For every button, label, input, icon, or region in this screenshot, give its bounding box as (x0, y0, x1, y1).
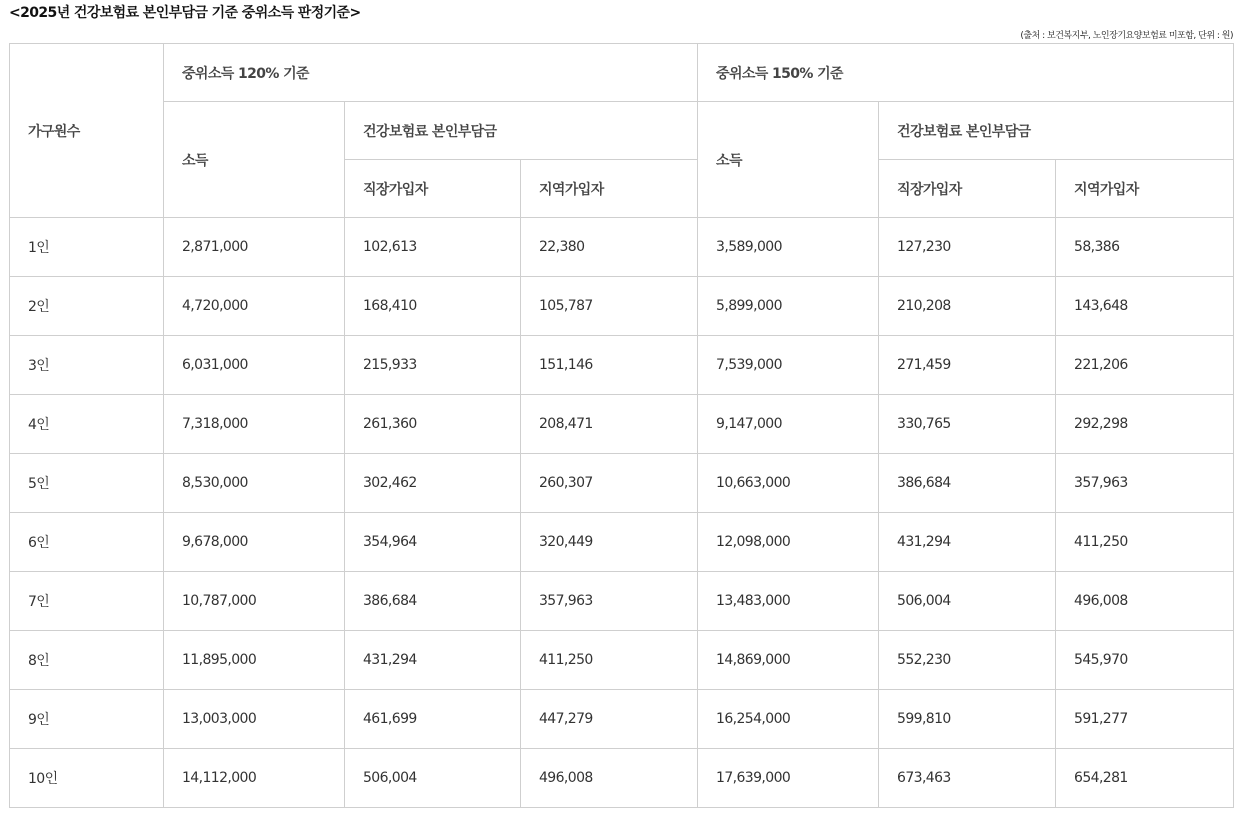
header-employee-150: 직장가입자 (879, 160, 1056, 218)
table-row (10, 513, 1234, 572)
cell-employee-120: 302,462 (345, 454, 521, 513)
cell-employee-150: 210,208 (879, 277, 1056, 336)
header-group-150: 중위소득 150% 기준 (698, 44, 1234, 102)
cell-income-120: 10,787,000 (164, 572, 345, 631)
header-regional-120: 지역가입자 (521, 160, 698, 218)
cell-income-150: 16,254,000 (698, 690, 879, 749)
cell-regional-120: 411,250 (521, 631, 698, 690)
cell-income-120: 13,003,000 (164, 690, 345, 749)
cell-employee-120: 431,294 (345, 631, 521, 690)
cell-employee-150: 127,230 (879, 218, 1056, 277)
table-row (10, 631, 1234, 690)
table-row (10, 218, 1234, 277)
cell-regional-150: 292,298 (1056, 395, 1234, 454)
cell-regional-150: 591,277 (1056, 690, 1234, 749)
header-premium-150: 건강보험료 본인부담금 (879, 102, 1234, 160)
cell-employee-150: 673,463 (879, 749, 1056, 808)
table-body (10, 218, 1234, 808)
cell-regional-150: 545,970 (1056, 631, 1234, 690)
cell-employee-150: 330,765 (879, 395, 1056, 454)
cell-employee-150: 599,810 (879, 690, 1056, 749)
cell-income-150: 14,869,000 (698, 631, 879, 690)
cell-employee-120: 168,410 (345, 277, 521, 336)
cell-income-120: 2,871,000 (164, 218, 345, 277)
cell-regional-120: 260,307 (521, 454, 698, 513)
cell-employee-150: 506,004 (879, 572, 1056, 631)
cell-household: 9인 (10, 690, 164, 749)
page-title: <2025년 건강보험료 본인부담금 기준 중위소득 판정기준> (9, 5, 361, 21)
cell-regional-150: 411,250 (1056, 513, 1234, 572)
cell-regional-120: 151,146 (521, 336, 698, 395)
cell-employee-150: 386,684 (879, 454, 1056, 513)
cell-regional-150: 357,963 (1056, 454, 1234, 513)
cell-employee-150: 552,230 (879, 631, 1056, 690)
cell-employee-120: 215,933 (345, 336, 521, 395)
cell-income-120: 8,530,000 (164, 454, 345, 513)
cell-household: 7인 (10, 572, 164, 631)
cell-income-120: 11,895,000 (164, 631, 345, 690)
header-income-120: 소득 (164, 102, 345, 218)
cell-regional-120: 357,963 (521, 572, 698, 631)
header-row (10, 102, 1234, 160)
cell-employee-120: 261,360 (345, 395, 521, 454)
header-employee-120: 직장가입자 (345, 160, 521, 218)
cell-income-150: 12,098,000 (698, 513, 879, 572)
table-row (10, 690, 1234, 749)
cell-household: 1인 (10, 218, 164, 277)
table-row (10, 454, 1234, 513)
cell-income-150: 3,589,000 (698, 218, 879, 277)
cell-employee-150: 431,294 (879, 513, 1056, 572)
cell-employee-150: 271,459 (879, 336, 1056, 395)
cell-regional-120: 496,008 (521, 749, 698, 808)
cell-regional-150: 221,206 (1056, 336, 1234, 395)
cell-income-150: 17,639,000 (698, 749, 879, 808)
cell-household: 4인 (10, 395, 164, 454)
cell-employee-120: 506,004 (345, 749, 521, 808)
cell-employee-120: 386,684 (345, 572, 521, 631)
table-header (10, 44, 1234, 218)
income-criteria-table (9, 43, 1234, 808)
cell-income-150: 5,899,000 (698, 277, 879, 336)
header-group-120: 중위소득 120% 기준 (164, 44, 698, 102)
cell-household: 3인 (10, 336, 164, 395)
header-premium-120: 건강보험료 본인부담금 (345, 102, 698, 160)
cell-regional-150: 496,008 (1056, 572, 1234, 631)
cell-income-120: 6,031,000 (164, 336, 345, 395)
cell-income-150: 13,483,000 (698, 572, 879, 631)
cell-household: 10인 (10, 749, 164, 808)
cell-employee-120: 461,699 (345, 690, 521, 749)
header-row (10, 44, 1234, 102)
table-row (10, 277, 1234, 336)
cell-income-120: 7,318,000 (164, 395, 345, 454)
header-household: 가구원수 (10, 44, 164, 218)
cell-regional-150: 58,386 (1056, 218, 1234, 277)
table-row (10, 749, 1234, 808)
cell-household: 6인 (10, 513, 164, 572)
cell-income-150: 10,663,000 (698, 454, 879, 513)
cell-regional-120: 208,471 (521, 395, 698, 454)
cell-household: 5인 (10, 454, 164, 513)
cell-household: 2인 (10, 277, 164, 336)
cell-income-120: 9,678,000 (164, 513, 345, 572)
cell-regional-150: 143,648 (1056, 277, 1234, 336)
cell-regional-120: 105,787 (521, 277, 698, 336)
cell-income-150: 7,539,000 (698, 336, 879, 395)
cell-regional-120: 447,279 (521, 690, 698, 749)
cell-household: 8인 (10, 631, 164, 690)
header-income-150: 소득 (698, 102, 879, 218)
cell-regional-120: 320,449 (521, 513, 698, 572)
cell-regional-120: 22,380 (521, 218, 698, 277)
cell-income-120: 4,720,000 (164, 277, 345, 336)
table-row (10, 395, 1234, 454)
table-row (10, 572, 1234, 631)
cell-income-150: 9,147,000 (698, 395, 879, 454)
cell-employee-120: 354,964 (345, 513, 521, 572)
header-regional-150: 지역가입자 (1056, 160, 1234, 218)
source-note: (출처 : 보건복지부, 노인장기요양보험료 미포함, 단위 : 원) (1020, 31, 1233, 41)
table-row (10, 336, 1234, 395)
cell-income-120: 14,112,000 (164, 749, 345, 808)
cell-regional-150: 654,281 (1056, 749, 1234, 808)
cell-employee-120: 102,613 (345, 218, 521, 277)
